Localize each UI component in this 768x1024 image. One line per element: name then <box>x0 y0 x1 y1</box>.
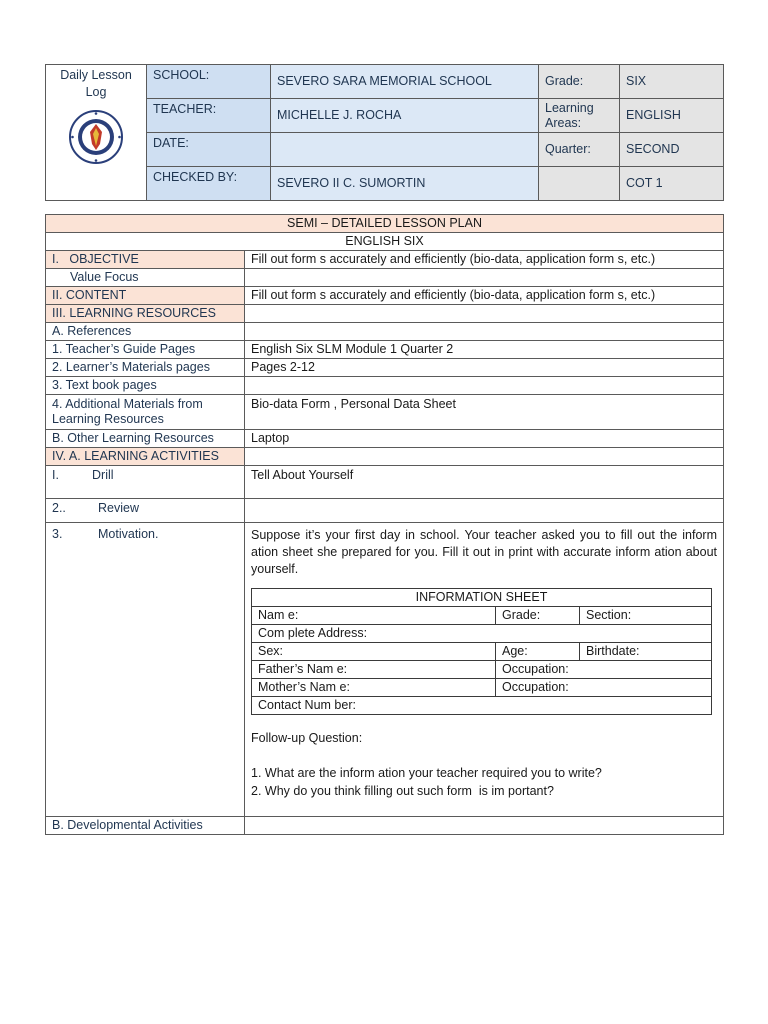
motivation-num: 3. <box>52 527 63 541</box>
date-label: DATE: <box>147 133 271 167</box>
quarter-value: SECOND <box>620 133 724 167</box>
content-value: Fill out form s accurately and efficiently (bio-data, application form s, etc.) <box>245 287 724 305</box>
motivation-label: Motivation. <box>98 527 159 541</box>
grade-value: SIX <box>620 65 724 99</box>
info-contact: Contact Num ber: <box>252 697 712 715</box>
tg-value: English Six SLM Module 1 Quarter 2 <box>245 341 724 359</box>
info-mother-occupation: Occupation: <box>496 679 712 697</box>
learning-areas-value: ENGLISH <box>620 99 724 133</box>
info-father-occupation: Occupation: <box>496 661 712 679</box>
review-num: 2.. <box>52 501 66 515</box>
lesson-plan-table <box>45 214 724 835</box>
tb-label: 3. Text book pages <box>46 377 245 395</box>
info-section: Section: <box>580 607 712 625</box>
motivation-text: Suppose it’s your first day in school. Your teacher asked you to fill out the inform ation sheet she prepared for you. Fill it out in print with accurate inform ation about yourself. <box>251 528 718 576</box>
plan-title: SEMI – DETAILED LESSON PLAN <box>46 215 724 233</box>
date-value <box>271 133 539 167</box>
learning-areas-label: Learning Areas: <box>539 99 620 133</box>
info-mother: Mother’s Nam e: <box>252 679 496 697</box>
info-address: Com plete Address: <box>252 625 712 643</box>
info-father: Father’s Nam e: <box>252 661 496 679</box>
review-row <box>46 499 245 523</box>
tg-label: 1. Teacher’s Guide Pages <box>46 341 245 359</box>
developmental-label: B. Developmental Activities <box>46 817 245 835</box>
lm-label: 2. Learner’s Materials pages <box>46 359 245 377</box>
objective-value: Fill out form s accurately and efficiently (bio-data, application form s, etc.) <box>245 251 724 269</box>
drill-label: Drill <box>92 468 114 482</box>
info-sex: Sex: <box>252 643 496 661</box>
header-table <box>45 64 724 201</box>
tb-value <box>245 377 724 395</box>
activities-value <box>245 448 724 466</box>
review-value <box>245 499 724 523</box>
school-label: SCHOOL: <box>147 65 271 99</box>
followup-q2: 2. Why do you think filling out such form is im portant? <box>251 784 554 798</box>
activities-label: IV. A. LEARNING ACTIVITIES <box>46 448 245 466</box>
followup-title: Follow-up Question: <box>251 731 363 745</box>
motivation-cell <box>245 523 724 817</box>
deped-seal-icon <box>69 110 123 164</box>
lm-value: Pages 2-12 <box>245 359 724 377</box>
content-label: II. CONTENT <box>46 287 245 305</box>
resources-label: III. LEARNING RESOURCES <box>46 305 245 323</box>
info-birthdate: Birthdate: <box>580 643 712 661</box>
motivation-row <box>46 523 245 817</box>
teacher-value: MICHELLE J. ROCHA <box>271 99 539 133</box>
resources-value <box>245 305 724 323</box>
additional-value: Bio-data Form , Personal Data Sheet <box>245 395 724 430</box>
review-label: Review <box>98 501 139 515</box>
references-label: A. References <box>46 323 245 341</box>
grade-label: Grade: <box>539 65 620 99</box>
log-title: Daily Lesson Log <box>60 68 132 99</box>
references-value <box>245 323 724 341</box>
value-focus-label: Value Focus <box>46 269 245 287</box>
value-focus-value <box>245 269 724 287</box>
checked-by-value: SEVERO II C. SUMORTIN <box>271 167 539 201</box>
other-value: Laptop <box>245 430 724 448</box>
additional-label: 4. Additional Materials from Learning Resources <box>46 395 245 430</box>
plan-subtitle: ENGLISH SIX <box>46 233 724 251</box>
followup-list <box>251 764 717 800</box>
information-sheet <box>251 588 712 715</box>
objective-label: I. OBJECTIVE <box>46 251 245 269</box>
other-label: B. Other Learning Resources <box>46 430 245 448</box>
quarter-label: Quarter: <box>539 133 620 167</box>
logo-cell <box>46 65 147 201</box>
cot-value: COT 1 <box>620 167 724 201</box>
info-name: Nam e: <box>252 607 496 625</box>
developmental-value <box>245 817 724 835</box>
followup-q1: 1. What are the inform ation your teacher required you to write? <box>251 766 602 780</box>
school-value: SEVERO SARA MEMORIAL SCHOOL <box>271 65 539 99</box>
drill-row <box>46 466 245 499</box>
checked-by-label: CHECKED BY: <box>147 167 271 201</box>
info-age: Age: <box>496 643 580 661</box>
empty-label <box>539 167 620 201</box>
info-grade: Grade: <box>496 607 580 625</box>
drill-value: Tell About Yourself <box>245 466 724 499</box>
drill-num: I. <box>52 468 59 482</box>
teacher-label: TEACHER: <box>147 99 271 133</box>
info-sheet-title: INFORMATION SHEET <box>252 589 712 607</box>
